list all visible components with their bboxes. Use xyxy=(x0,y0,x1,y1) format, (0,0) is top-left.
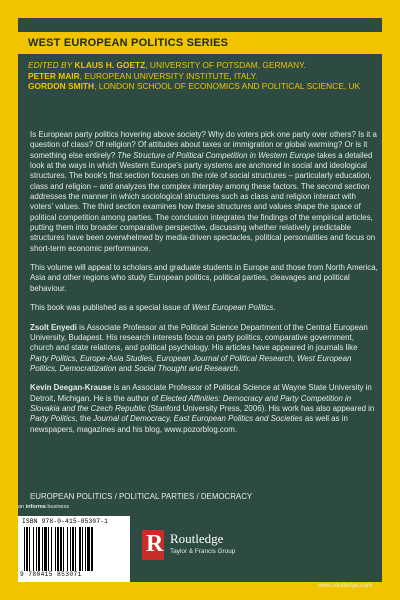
cover-footer xyxy=(18,504,382,589)
edited-by-label: EDITED BY xyxy=(28,60,73,70)
bio-text: (Stanford University Press, 2006). His work has also appeared in xyxy=(145,403,375,413)
journal-title: Social Thought and Research xyxy=(133,363,238,373)
logo-letter: R xyxy=(146,531,164,557)
journal-list: Party Politics, Europe-Asia Studies, European Journal of Political Research, West European Politics, Democratization xyxy=(30,353,352,373)
editor-name: KLAUS H. GOETZ xyxy=(74,60,146,70)
editor-name: PETER MAIR xyxy=(28,70,80,81)
barcode-bar xyxy=(57,527,59,571)
barcode-bar xyxy=(51,527,52,571)
author-name: Zsolt Enyedi xyxy=(30,322,77,332)
special-issue-paragraph xyxy=(30,303,378,313)
blurb-text xyxy=(30,130,378,444)
barcode-bar xyxy=(63,527,64,571)
bio-text: as well as in newspapers, magazines and his blog, www.pozorblog.com. xyxy=(30,414,348,434)
barcode-bar xyxy=(29,527,30,571)
audience-paragraph: This volume will appeal to scholars and graduate students in Europe and those from North America, Asia and other regions who study European politics, political parties, cleavages and political behaviour. xyxy=(30,263,378,293)
routledge-r-icon xyxy=(142,530,164,560)
editor-affiliation: , LONDON SCHOOL OF ECONOMICS AND POLITICAL SCIENCE, UK xyxy=(94,81,361,92)
back-cover-panel xyxy=(18,18,382,589)
blurb-text-run: Is European party politics hovering above society? Why do voters pick one party over others? Is it a question of class? Of religion? Of attitudes about taxes or immigration or global warming? Or is it something else entirely? xyxy=(30,130,377,160)
bio-text: is Associate Professor at the Political Science Department of the Central European University, Budapest. His research interests focus on party politics, comparative government, church and state relations, and political psychology. His articles have appeared in journals like xyxy=(30,322,368,353)
barcode-bar xyxy=(36,527,37,571)
barcode-bar xyxy=(79,527,81,571)
barcode-bar xyxy=(72,527,74,571)
publisher-website: www.routledge.com xyxy=(318,582,372,589)
barcode-bar xyxy=(55,527,56,571)
barcode-bar xyxy=(38,527,40,571)
text-run: . xyxy=(273,303,276,313)
author-name: Kevin Deegan-Krause xyxy=(30,383,112,393)
informa-business-line xyxy=(18,504,69,510)
barcode-bar xyxy=(44,527,47,571)
publisher-group: Taylor & Francis Group xyxy=(170,548,236,555)
informa-brand: informa xyxy=(25,504,46,510)
text-run: This book was published as a special issue of xyxy=(30,303,192,313)
barcode-bar xyxy=(33,527,34,571)
editor-line-3 xyxy=(28,81,378,92)
editors-block xyxy=(28,60,378,92)
publisher-name: Routledge xyxy=(170,531,224,546)
journal-list: Journal of Democracy, East European Politics and Societies xyxy=(93,414,303,424)
editor-name: GORDON SMITH xyxy=(28,81,95,92)
barcode-bar xyxy=(70,527,71,571)
author-bio-1 xyxy=(30,323,378,375)
barcode-bar xyxy=(48,527,49,571)
barcode-digits: 9 780415 853071 xyxy=(20,571,82,578)
bio-text: . xyxy=(237,363,241,373)
blurb-text-run: takes a detailed look at the ways in which Western Europe's party systems are anchored in social and ideological structures. The book's first section focuses on the role of social structures – particularly education, class and religion – and analyzes the complex interplay among these factors. The second section addresses the manner in which sociological structures such as class and religion interact with voters' values. The third section examines how these structures and values shape the space of political competition among parties. The conclusion integrates the findings of the empirical articles, putting them into broader comparative perspective, discussing whether relatively predictable structures have been overwhelmed by media-driven spectacles, political personalities and focus on short-term economic performance. xyxy=(30,150,376,253)
barcode-bar xyxy=(42,527,43,571)
editor-affiliation: , UNIVERSITY OF POTSDAM, GERMANY. xyxy=(145,60,306,70)
barcode xyxy=(18,516,130,582)
barcode-bar xyxy=(85,527,86,571)
text-run: an xyxy=(18,504,26,510)
series-title-bar: WEST EUROPEAN POLITICS SERIES xyxy=(18,32,382,54)
journal-title: West European Politics xyxy=(191,303,274,313)
editor-line-1 xyxy=(28,60,378,71)
barcode-bar xyxy=(75,527,76,571)
author-bio-2 xyxy=(30,383,378,435)
text-run: business xyxy=(45,504,70,510)
bio-text: and xyxy=(116,363,134,373)
isbn-text: ISBN 978-0-415-85307-1 xyxy=(22,518,109,525)
book-title: Elected Affinities: Democracy and Party Competition in Slovakia and the Czech Republic xyxy=(30,393,352,413)
barcode-bar xyxy=(87,527,90,571)
book-title: The Structure of Political Competition in Western Europe xyxy=(117,150,315,160)
editor-affiliation: , EUROPEAN UNIVERSITY INSTITUTE, ITALY. xyxy=(79,70,258,81)
barcode-bar xyxy=(26,527,28,571)
bio-text: , the xyxy=(75,414,94,424)
blurb-paragraph xyxy=(30,130,378,254)
publisher-logo xyxy=(142,530,292,570)
subject-categories: EUROPEAN POLITICS / POLITICAL PARTIES / DEMOCRACY xyxy=(30,492,253,501)
bio-text: is an Associate Professor of Political Science at Wayne State University in Detroit, Michigan. He is the author of xyxy=(30,383,372,403)
barcode-bar xyxy=(60,527,62,571)
barcode-bar xyxy=(91,527,93,571)
editor-line-2 xyxy=(28,71,378,82)
barcode-bar xyxy=(24,527,25,571)
barcode-bar xyxy=(82,527,83,571)
barcode-bars xyxy=(24,527,124,571)
journal-title: Party Politics xyxy=(30,414,76,424)
barcode-bar xyxy=(67,527,68,571)
